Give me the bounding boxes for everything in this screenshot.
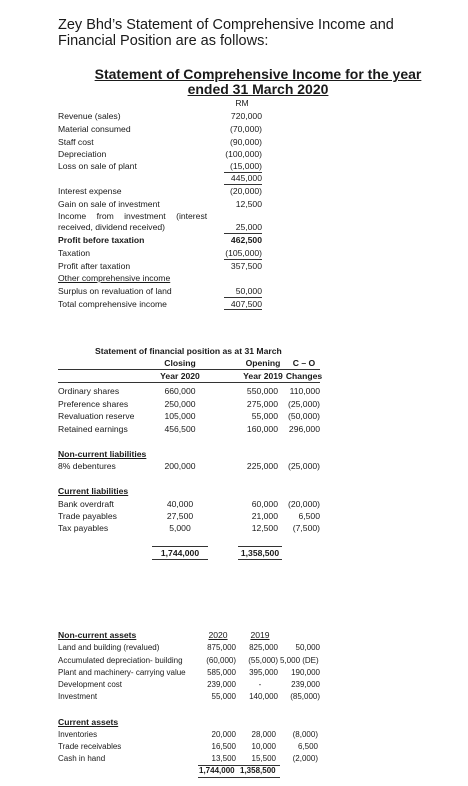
col-year2019: Year 2019 — [243, 371, 283, 381]
cl-change-1: 6,500 — [298, 511, 320, 521]
nca-a-3: 239,000 — [207, 680, 236, 689]
nca-a-1: (60,000) — [206, 656, 236, 665]
income-investment-line2: received, dividend received) — [58, 222, 166, 232]
material-label: Material consumed — [58, 124, 131, 134]
equity-closing-1: 250,000 — [164, 399, 196, 409]
nca-b-2: 395,000 — [249, 668, 278, 677]
col-closing: Closing — [164, 358, 196, 368]
cl-change-0: (20,000) — [287, 499, 320, 509]
nca-a-4: 55,000 — [211, 692, 236, 701]
cl-label-2: Tax payables — [58, 523, 109, 533]
cl-closing-0: 40,000 — [166, 499, 194, 509]
nca-label-1: Accumulated depreciation- building — [58, 656, 183, 665]
ncl-opening-0: 225,000 — [246, 461, 278, 471]
sci-title-line1: Statement of Comprehensive Income for the year — [94, 66, 422, 82]
taxation-label: Taxation — [58, 248, 91, 258]
equity-change-0: 110,000 — [289, 386, 320, 396]
tci-label: Total comprehensive income — [58, 299, 167, 309]
depreciation-label: Depreciation — [58, 149, 107, 159]
cl-heading: Current liabilities — [58, 486, 129, 496]
currency-label: RM — [235, 98, 249, 108]
rule-sfp-header — [58, 369, 320, 370]
ca-b-0: 28,000 — [251, 730, 276, 739]
revenue-label: Revenue (sales) — [58, 111, 121, 121]
depreciation-value: (100,000) — [225, 149, 262, 159]
cl-opening-1: 21,000 — [251, 511, 278, 521]
ca-c-2: (2,000) — [292, 754, 318, 763]
cl-opening-0: 60,000 — [251, 499, 278, 509]
equity-closing-0: 660,000 — [164, 386, 196, 396]
staff-value: (90,000) — [229, 137, 262, 147]
nca-label-2: Plant and machinery- carrying value — [58, 668, 186, 677]
ca-a-0: 20,000 — [211, 730, 236, 739]
col-2020: 2020 — [208, 630, 228, 640]
rule-sfp-total-closing-under — [152, 559, 208, 560]
sfp-total-opening: 1,358,500 — [240, 548, 280, 558]
income-investment-line1: Income from investment (interest — [58, 211, 208, 221]
ncl-heading: Non-current liabilities — [58, 449, 147, 459]
equity-change-2: (50,000) — [287, 411, 320, 421]
loss-plant-label: Loss on sale of plant — [58, 161, 137, 171]
loss-plant-value: (15,000) — [229, 161, 262, 171]
ca-a-2: 13,500 — [211, 754, 236, 763]
col-opening: Opening — [245, 358, 281, 368]
equity-label-1: Preference shares — [58, 399, 129, 409]
interest-expense-label: Interest expense — [58, 186, 122, 196]
equity-change-1: (25,000) — [287, 399, 320, 409]
cl-closing-1: 27,500 — [166, 511, 194, 521]
equity-label-2: Revaluation reserve — [58, 411, 135, 421]
oci-heading: Other comprehensive income — [58, 273, 171, 283]
rule-sfp-header2 — [58, 382, 320, 383]
cl-opening-2: 12,500 — [251, 523, 278, 533]
rule-sfp-total-opening-under — [238, 559, 282, 560]
assets-total-2020: 1,744,000 — [199, 766, 235, 775]
rule-tci-under — [224, 309, 262, 310]
ca-label-2: Cash in hand — [58, 754, 106, 763]
rule-pbt — [224, 233, 262, 234]
equity-opening-2: 55,000 — [251, 411, 278, 421]
nca-c-4: (85,000) — [290, 692, 320, 701]
gain-investment-value: 12,500 — [235, 199, 262, 209]
rule-sfp-total-closing — [152, 546, 208, 547]
nca-c-0: 50,000 — [295, 643, 320, 652]
ca-b-1: 10,000 — [251, 742, 276, 751]
nca-label-4: Investment — [58, 692, 98, 701]
assets-total-2019: 1,358,500 — [240, 766, 276, 775]
rule-assets-total-under — [198, 777, 280, 778]
equity-label-3: Retained earnings — [58, 424, 128, 434]
nca-c-1: 5,000 (DE) — [280, 656, 319, 665]
ncl-label-0: 8% debentures — [58, 461, 116, 471]
ca-c-1: 6,500 — [297, 742, 318, 751]
sci-title-line2: ended 31 March 2020 — [187, 81, 329, 97]
interest-expense-value: (20,000) — [229, 186, 262, 196]
ca-c-0: (8,000) — [292, 730, 318, 739]
rule-sfp-total-opening — [238, 546, 282, 547]
revenue-value: 720,000 — [230, 111, 262, 121]
pbt-label: Profit before taxation — [58, 235, 145, 245]
equity-change-3: 296,000 — [288, 424, 320, 434]
col-co: C – O — [292, 358, 316, 368]
rule-tci — [224, 297, 262, 298]
ncl-closing-0: 200,000 — [164, 461, 196, 471]
equity-closing-2: 105,000 — [164, 411, 196, 421]
cl-closing-2: 5,000 — [169, 523, 191, 533]
nca-a-2: 585,000 — [207, 668, 236, 677]
ca-label-0: Inventories — [58, 730, 98, 739]
equity-label-0: Ordinary shares — [58, 386, 120, 396]
equity-opening-1: 275,000 — [246, 399, 278, 409]
equity-opening-0: 550,000 — [246, 386, 278, 396]
nca-c-3: 239,000 — [291, 680, 320, 689]
intro-text: Zey Bhd’s Statement of Comprehensive Income and Financial Position are as follows: — [58, 17, 394, 49]
cl-label-0: Bank overdraft — [58, 499, 114, 509]
cl-change-2: (7,500) — [292, 523, 320, 533]
nca-a-0: 875,000 — [207, 643, 236, 652]
subtotal-value: 445,000 — [230, 173, 262, 183]
pat-value: 357,500 — [230, 261, 262, 271]
cl-label-1: Trade payables — [58, 511, 117, 521]
nca-b-4: 140,000 — [249, 692, 278, 701]
ncl-change-0: (25,000) — [287, 461, 320, 471]
sfp-title: Statement of financial position as at 31 March — [95, 346, 282, 356]
nca-b-3: - — [258, 680, 262, 689]
equity-opening-3: 160,000 — [246, 424, 278, 434]
surplus-label: Surplus on revaluation of land — [58, 286, 172, 296]
col-2019: 2019 — [250, 630, 270, 640]
surplus-value: 50,000 — [235, 286, 262, 296]
pat-label: Profit after taxation — [58, 261, 131, 271]
staff-label: Staff cost — [58, 137, 94, 147]
rule-subtotal-under — [224, 184, 262, 185]
equity-closing-3: 456,500 — [164, 424, 196, 434]
nca-b-1: (55,000) — [248, 656, 278, 665]
nca-c-2: 190,000 — [291, 668, 320, 677]
sfp-total-closing: 1,744,000 — [160, 548, 200, 558]
nca-label-0: Land and building (revalued) — [58, 643, 160, 652]
nca-label-3: Development cost — [58, 680, 123, 689]
ca-label-1: Trade receivables — [58, 742, 122, 751]
col-year2020: Year 2020 — [160, 371, 200, 381]
pbt-value: 462,500 — [230, 235, 262, 245]
ca-a-1: 16,500 — [211, 742, 236, 751]
col-changes: Changes — [285, 371, 323, 381]
nca-heading: Non-current assets — [58, 630, 137, 640]
nca-b-0: 825,000 — [249, 643, 278, 652]
tci-value: 407,500 — [230, 299, 262, 309]
taxation-value: (105,000) — [225, 248, 262, 258]
income-investment-value: 25,000 — [235, 222, 262, 232]
gain-investment-label: Gain on sale of investment — [58, 199, 160, 209]
ca-b-2: 15,500 — [251, 754, 276, 763]
ca-heading: Current assets — [58, 717, 119, 727]
material-value: (70,000) — [229, 124, 262, 134]
rule-pat — [224, 259, 262, 260]
